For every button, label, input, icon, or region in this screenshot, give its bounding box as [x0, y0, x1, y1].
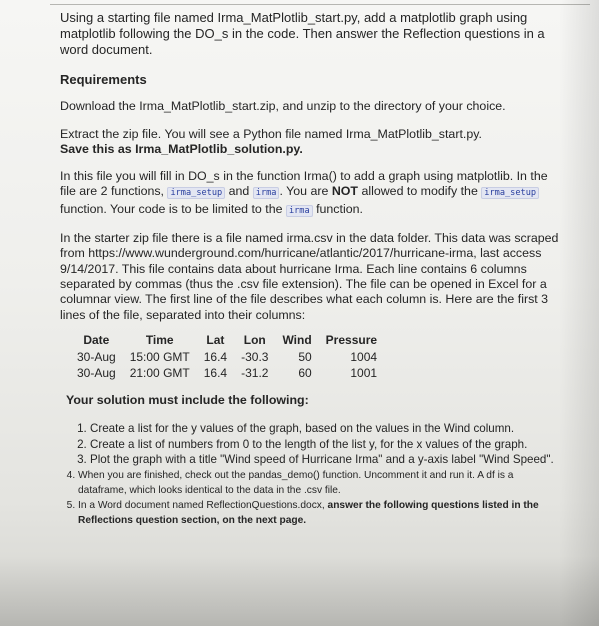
sample-data-table: [70, 333, 384, 381]
column-header-pressure: Pressure: [325, 332, 378, 347]
save-instruction-bold: Save this as Irma_MatPlotlib_solution.py.: [60, 141, 303, 156]
extract-instruction: Extract the zip file. You will see a Python file named Irma_MatPlotlib_start.py.: [60, 126, 482, 141]
column-header-date: Date: [83, 332, 110, 347]
table-cell: 16.4: [203, 349, 228, 364]
list-item: 1. Create a list for the y values of the graph, based on the values in the Wind column.: [90, 422, 560, 437]
save-instruction: [60, 142, 560, 157]
not-emphasis: NOT: [331, 184, 358, 199]
irma-code-2: irma: [286, 205, 313, 217]
csv-description-paragraph: In the starter zip file there is a file named irma.csv in the data folder. This data was scraped from https://www.wunderground.com/hurricane/atlantic/2017/hurricane-irma, last access 9/14/2017. This file contains data about hurricane Irma. Each line contains 6 columns separated by commas (thus the .csv file extension). The file can be opened in Excel for a columnar view. The first line of the file describes what each column is. Here are the first 3 lines of the file, separated into their columns:: [60, 231, 559, 322]
page-top-rule: [50, 4, 590, 5]
table-cell: 1004: [350, 349, 378, 364]
table-row: [70, 365, 384, 381]
table-cell: 60: [298, 365, 312, 380]
column-header-lon: Lon: [243, 332, 266, 347]
table-cell: 30-Aug: [77, 365, 116, 380]
column-header-lat: Lat: [206, 332, 225, 347]
list-item: 4. When you are finished, check out the pandas_demo() function. Uncomment it and run it. A df is a dataframe, which looks identical to the data in the .csv file.: [78, 469, 560, 498]
document-content: [60, 10, 560, 529]
table-cell: 1001: [350, 365, 378, 380]
table-cell: 15:00 GMT: [129, 349, 190, 364]
download-instruction: Download the Irma_MatPlotlib_start.zip, and unzip to the directory of your choice.: [60, 99, 506, 114]
fill-text-end: function.: [312, 201, 363, 216]
item5-bold-text: answer the following questions listed in the Reflections question section, on the next page.: [78, 500, 539, 526]
page-shadow-right: [559, 0, 599, 626]
fill-in-paragraph: [60, 169, 560, 219]
requirements-heading: Requirements: [60, 72, 147, 87]
table-cell: 16.4: [203, 365, 228, 380]
item5-text: In a Word document named ReflectionQuestions.docx,: [78, 500, 328, 512]
list-item: [78, 499, 560, 528]
table-header-row: [70, 333, 384, 349]
table-cell: 21:00 GMT: [129, 365, 190, 380]
table-row: [70, 349, 384, 365]
column-header-time: Time: [145, 332, 174, 347]
fill-text-after-not: allowed to modify the: [358, 184, 482, 199]
table-cell: -30.3: [241, 349, 269, 364]
table-cell: 30-Aug: [77, 349, 116, 364]
table-cell: -31.2: [241, 365, 269, 380]
fill-text-mid2: function. Your code is to be limited to the: [60, 201, 286, 216]
fill-text-pre: In this file you will fill in DO_s in the function Irma() to add a graph using matplotlib. In the file are 2 functions,: [60, 169, 548, 199]
requirements-list: [60, 422, 560, 528]
solution-heading: Your solution must include the following:: [66, 392, 309, 407]
list-item: 3. Plot the graph with a title "Wind speed of Hurricane Irma" and a y-axis label "Wind Speed".: [90, 453, 560, 468]
page-shadow-bottom: [0, 556, 599, 626]
list-item: 2. Create a list of numbers from 0 to the length of the list y, for the x values of the graph.: [90, 438, 560, 453]
column-header-wind: Wind: [282, 332, 312, 347]
intro-paragraph: Using a starting file named Irma_MatPlotlib_start.py, add a matplotlib graph using matplotlib following the DO_s in the code. Then answer the Reflection questions in a word document.: [60, 10, 545, 57]
irma-setup-code: irma_setup: [167, 187, 225, 199]
irma-code: irma: [253, 187, 280, 199]
fill-text-and: and: [225, 184, 253, 199]
fill-text-mid: . You are: [279, 184, 332, 199]
table-cell: 50: [298, 349, 312, 364]
irma-setup-code-2: irma_setup: [481, 187, 539, 199]
